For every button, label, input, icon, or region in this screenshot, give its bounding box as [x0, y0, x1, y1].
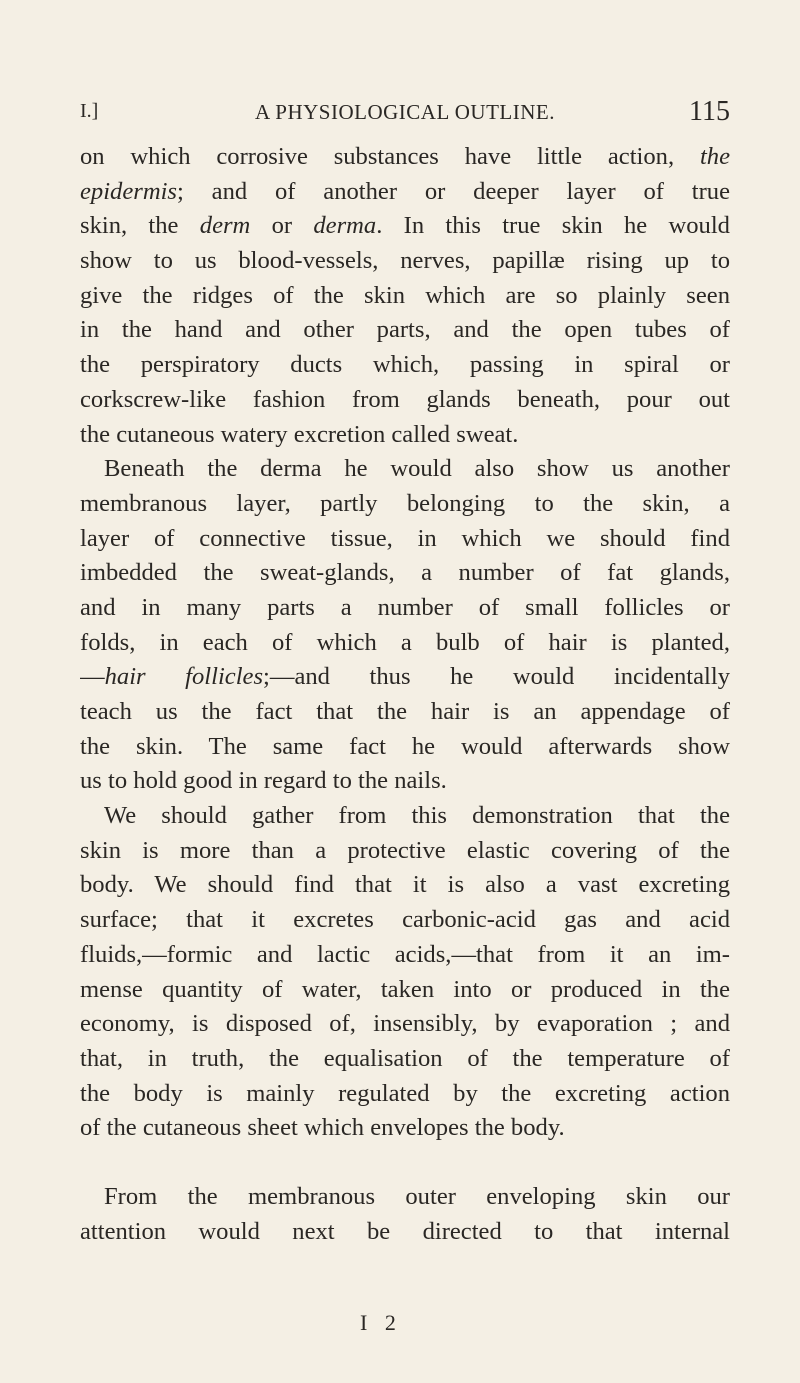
- text-line: [80, 279, 730, 314]
- text-run: imbedded the sweat-glands, a number of fat glands,: [80, 559, 730, 587]
- text-run: —: [80, 663, 105, 691]
- text-run: layer of connective tissue, in which we should find: [80, 524, 730, 552]
- text-run: corkscrew-like fashion from glands beneath, pour out: [80, 385, 730, 413]
- italic-term: the: [699, 143, 730, 170]
- paragraph-gap: [80, 1146, 730, 1180]
- text-run: of the cutaneous sheet which envelopes the body.: [80, 1114, 565, 1142]
- text-line: [80, 348, 730, 383]
- text-run: and in many parts a number of small follicles or: [80, 593, 730, 621]
- text-run: or: [250, 212, 314, 240]
- text-run: attention would next be directed to that internal: [80, 1217, 730, 1245]
- text-line: [80, 522, 730, 557]
- running-title: A PHYSIOLOGICAL OUTLINE.: [255, 100, 555, 124]
- text-run: Beneath the derma he would also show us another: [104, 455, 730, 483]
- text-run: the perspiratory ducts which, passing in spiral or: [80, 351, 730, 379]
- text-line: [80, 868, 730, 903]
- text-run: economy, is disposed of, insensibly, by evaporation ; and: [80, 1010, 730, 1038]
- text-line: [80, 556, 730, 591]
- chapter-number: I.]: [80, 100, 99, 122]
- text-line: [80, 973, 730, 1008]
- signature-mark: I 2: [360, 1310, 402, 1335]
- text-line: [80, 1215, 730, 1250]
- text-run: We should gather from this demonstration that the: [104, 802, 730, 830]
- text-run: fluids,—formic and lactic acids,—that from it an im-: [80, 940, 730, 968]
- paragraph-3: [80, 799, 730, 1146]
- italic-term: derma: [313, 212, 377, 240]
- text-run: teach us the fact that the hair is an appendage of: [80, 698, 730, 725]
- text-run: give the ridges of the skin which are so plainly seen: [80, 281, 730, 309]
- text-run: the body is mainly regulated by the excreting action: [80, 1079, 730, 1107]
- text-run: skin, the: [80, 212, 200, 240]
- text-line: [80, 175, 730, 210]
- text-line: [80, 209, 730, 244]
- text-line: [80, 418, 730, 453]
- text-run: that, in truth, the equalisation of the temperature of: [80, 1044, 730, 1072]
- text-line: [80, 799, 730, 834]
- text-run: the cutaneous watery excretion called sweat.: [80, 420, 519, 448]
- italic-term: hair follicles: [104, 663, 264, 691]
- text-run: skin is more than a protective elastic covering of the: [80, 836, 730, 864]
- text-run: ;—and thus he would incidentally: [263, 663, 730, 691]
- text-line: [80, 487, 730, 522]
- text-run: us to hold good in regard to the nails.: [80, 767, 447, 795]
- text-line: [80, 1042, 730, 1077]
- text-line: [80, 938, 730, 973]
- paragraph-2: [80, 452, 730, 799]
- text-run: the skin. The same fact he would afterwards show: [80, 732, 730, 760]
- text-run: From the membranous outer enveloping skin our: [104, 1182, 730, 1210]
- text-line: [80, 244, 730, 279]
- text-line: [80, 834, 730, 869]
- text-run: ; and of another or deeper layer of true: [177, 177, 730, 205]
- text-line: [80, 903, 730, 938]
- text-run: mense quantity of water, taken into or produced in the: [80, 975, 730, 1003]
- page-number: 115: [689, 96, 730, 127]
- text-run: surface; that it excretes carbonic-acid gas and acid: [80, 906, 730, 934]
- text-run: show to us blood-vessels, nerves, papillæ rising up to: [80, 247, 730, 275]
- italic-term: epidermis: [80, 177, 177, 205]
- paragraph-4: [80, 1180, 730, 1249]
- text-run: in the hand and other parts, and the open tubes of: [80, 316, 730, 344]
- running-header: [80, 96, 730, 130]
- text-line: [80, 452, 730, 487]
- text-line: [80, 313, 730, 348]
- text-run: folds, in each of which a bulb of hair is planted,: [80, 628, 730, 656]
- text-line: [80, 660, 730, 695]
- text-line: [80, 1007, 730, 1042]
- italic-term: derm: [199, 212, 251, 240]
- text-line: [80, 730, 730, 765]
- text-line: [80, 1111, 730, 1146]
- text-line: [80, 383, 730, 418]
- text-run: body. We should find that it is also a vast excreting: [80, 871, 730, 899]
- text-line: [80, 1180, 730, 1215]
- text-line: [80, 591, 730, 626]
- text-run: on which corrosive substances have little action,: [80, 143, 700, 170]
- text-line: [80, 140, 730, 175]
- text-line: [80, 764, 730, 799]
- text-line: [80, 695, 730, 730]
- text-run: . In this true skin he would: [376, 212, 730, 240]
- text-line: [80, 1077, 730, 1112]
- body-text: [80, 140, 730, 1249]
- text-run: membranous layer, partly belonging to the skin, a: [80, 489, 730, 517]
- text-line: [80, 626, 730, 661]
- paragraph-1: [80, 140, 730, 452]
